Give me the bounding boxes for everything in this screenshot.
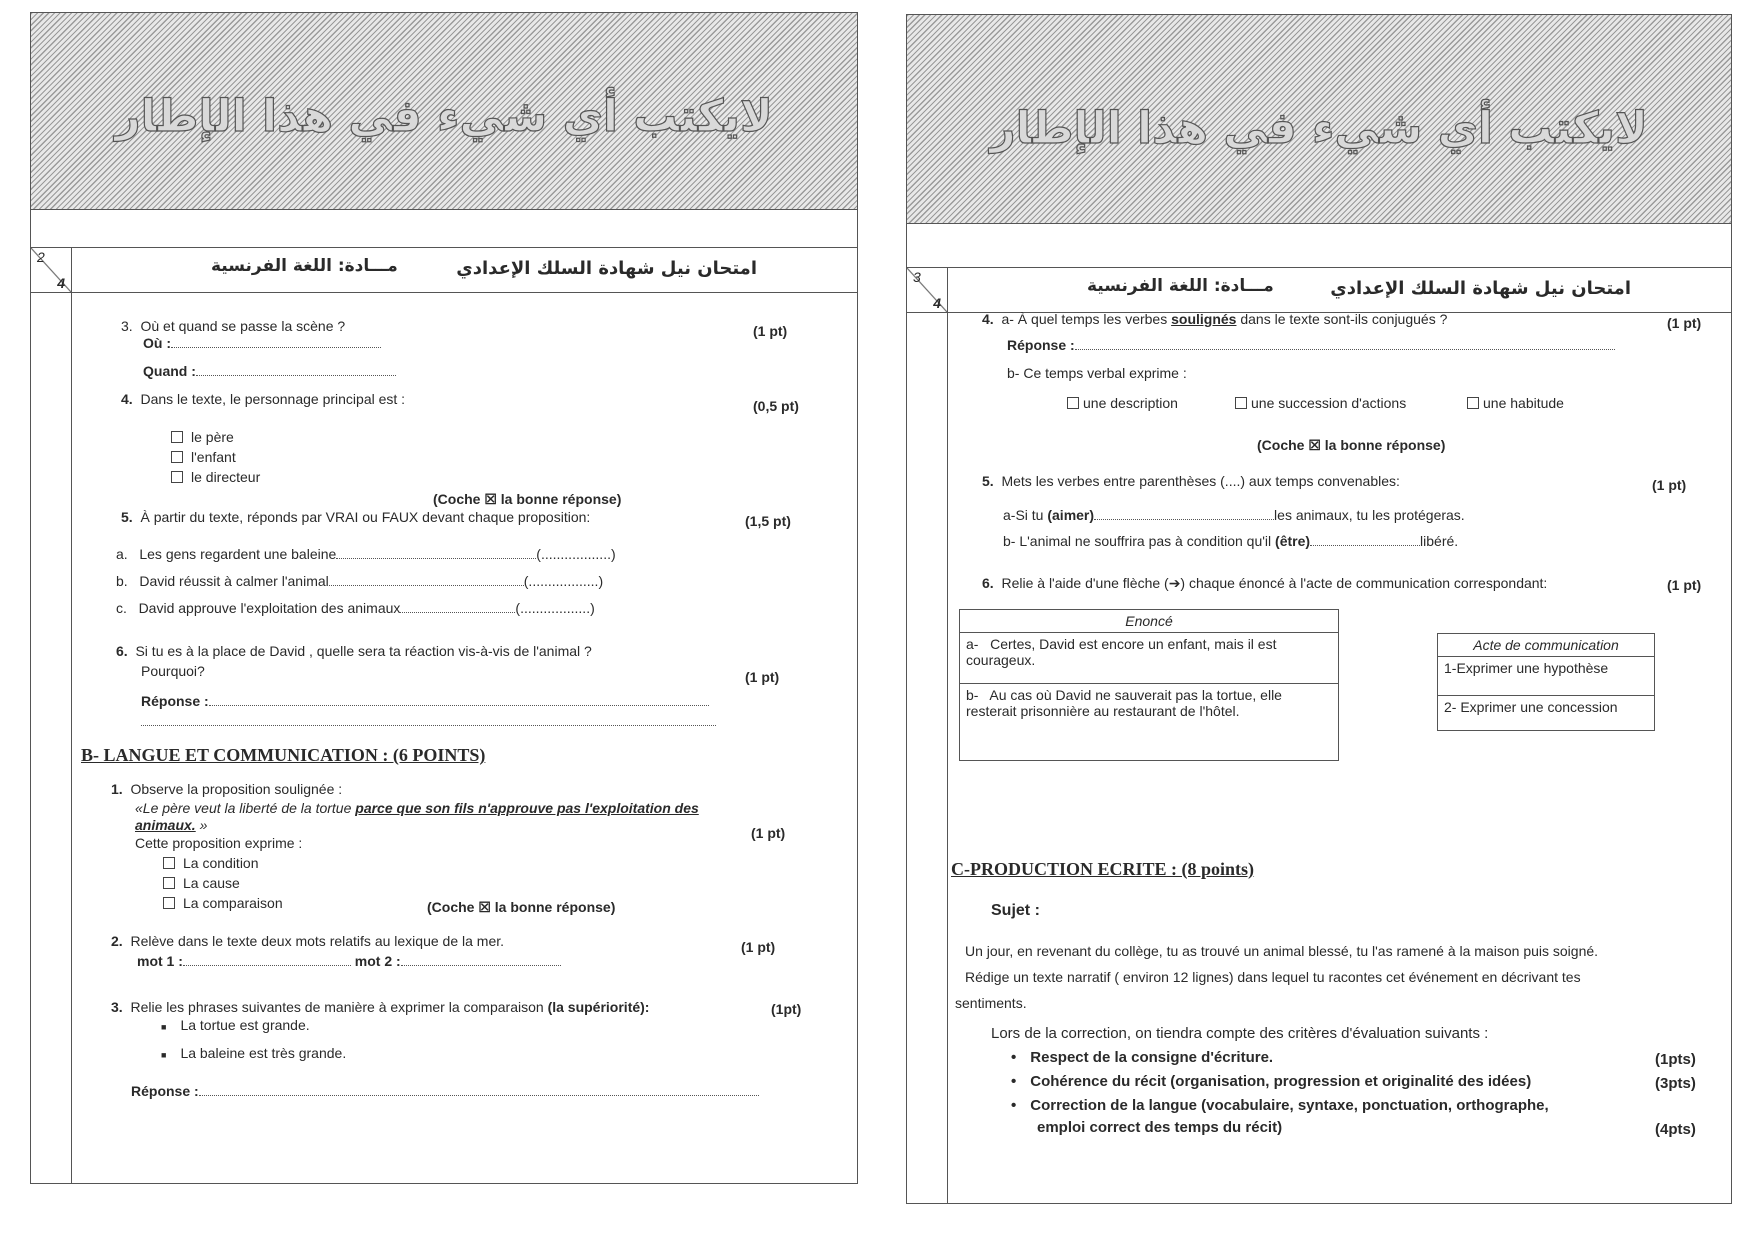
exam-page-2 — [30, 12, 858, 1184]
question-4: 4. Dans le texte, le personnage principal est : — [121, 391, 406, 407]
option-succession[interactable]: une succession d'actions — [1235, 395, 1406, 412]
critere-1-points: (1pts) — [1655, 1051, 1696, 1068]
question-6-points: (1 pt) — [745, 669, 780, 685]
option-l-enfant[interactable]: l'enfant — [171, 449, 236, 466]
subject-title: مـــادة: اللغة الفرنسية — [211, 256, 398, 276]
sujet-line-2: Rédige un texte narratif ( environ 12 lignes) dans lequel tu racontes cet événement en décrivant tes — [965, 969, 1581, 985]
enonce-header: Enoncé — [960, 610, 1339, 633]
option-habitude[interactable]: une habitude — [1467, 395, 1564, 412]
answer-line[interactable] — [141, 713, 716, 730]
question-3-ou: Où : — [143, 335, 381, 352]
question-5-a[interactable]: a-Si tu (aimer) les animaux, tu les protégeras. — [1003, 507, 1465, 523]
b-question-1-quote-end: animaux. » — [135, 817, 208, 833]
checkbox-icon — [171, 471, 183, 483]
enonce-a[interactable]: a- Certes, David est encore un enfant, mais il est courageux. — [960, 633, 1339, 684]
question-6-answer[interactable]: Réponse : — [141, 693, 709, 710]
b-question-1-points: (1 pt) — [751, 825, 786, 841]
sujet-line-1: Un jour, en revenant du collège, tu as trouvé un animal blessé, tu l'as ramené à la maison puis soigné. — [965, 943, 1599, 959]
checkbox-icon — [163, 897, 175, 909]
margin-line — [947, 311, 948, 1203]
exam-title: امتحان نيل شهادة السلك الإعدادي — [1330, 278, 1631, 299]
option-le-pere[interactable]: le père — [171, 429, 234, 446]
checkbox-icon — [1235, 397, 1247, 409]
question-5-points: (1 pt) — [1652, 477, 1687, 493]
question-4-points: (0,5 pt) — [753, 398, 799, 414]
question-5-b[interactable]: b- L'animal ne souffrira pas à condition qu'il (être) libéré. — [1003, 533, 1459, 549]
vf-item-c[interactable]: c. David approuve l'exploitation des animaux (..................) — [116, 600, 595, 616]
page-header — [907, 267, 1731, 313]
b-question-2: 2. Relève dans le texte deux mots relatifs au lexique de la mer. — [111, 933, 505, 949]
critere-3-points: (4pts) — [1655, 1121, 1696, 1138]
bullet-tortue: ■ La tortue est grande. — [161, 1017, 310, 1033]
enonce-b[interactable]: b- Au cas où David ne sauverait pas la tortue, elle resterait prisonnière au restaurant de l'hôtel. — [960, 684, 1339, 761]
page-total: 4 — [933, 295, 941, 311]
coche-instruction: (Coche ☒ la bonne réponse) — [1257, 437, 1446, 453]
bullet-baleine: ■ La baleine est très grande. — [161, 1045, 347, 1061]
acte-2[interactable]: 2- Exprimer une concession — [1438, 696, 1655, 731]
b-question-3-answer[interactable]: Réponse : — [131, 1083, 759, 1100]
page-total: 4 — [57, 275, 65, 291]
page-number-box — [907, 268, 948, 312]
do-not-write-banner: لايكتب أي شيء في هذا الإطار — [115, 91, 773, 142]
question-4-answer[interactable]: Réponse : — [1007, 337, 1615, 354]
checkbox-icon — [163, 877, 175, 889]
option-condition[interactable]: La condition — [163, 855, 259, 872]
option-comparaison[interactable]: La comparaison — [163, 895, 283, 912]
coche-instruction-b1: (Coche ☒ la bonne réponse) — [427, 899, 616, 915]
coche-instruction: (Coche ☒ la bonne réponse) — [433, 491, 622, 507]
vf-item-b[interactable]: b. David réussit à calmer l'animal (..................) — [116, 573, 604, 589]
option-le-directeur[interactable]: le directeur — [171, 469, 260, 486]
b-question-1-exprime: Cette proposition exprime : — [135, 835, 303, 851]
b-question-1: 1. Observe la proposition soulignée : — [111, 781, 343, 797]
page-header — [31, 247, 857, 293]
section-c-title: C-PRODUCTION ECRITE : (8 points) — [951, 859, 1255, 879]
question-5-points: (1,5 pt) — [745, 513, 791, 529]
exam-page-3 — [906, 14, 1732, 1204]
question-6: 6. Relie à l'aide d'une flèche (➔) chaque énoncé à l'acte de communication correspondant: — [982, 575, 1548, 591]
vf-item-a[interactable]: a. Les gens regardent une baleine (..................) — [116, 546, 616, 562]
exam-title: امتحان نيل شهادة السلك الإعدادي — [456, 258, 757, 279]
critere-3: • Correction de la langue (vocabulaire, syntaxe, ponctuation, orthographe, — [1011, 1097, 1549, 1114]
question-3: 3. Où et quand se passe la scène ? — [121, 318, 346, 334]
question-4: 4. a- À quel temps les verbes soulignés dans le texte sont-ils conjugués ? — [982, 311, 1448, 327]
question-5: 5. À partir du texte, réponds par VRAI ou FAUX devant chaque proposition: — [121, 509, 591, 525]
question-6: 6. Si tu es à la place de David , quelle sera ta réaction vis-à-vis de l'animal ? — [116, 643, 592, 659]
do-not-write-area — [31, 13, 857, 210]
enonce-table — [959, 609, 1339, 761]
question-6-points: (1 pt) — [1667, 577, 1702, 593]
page-number-box — [31, 248, 72, 292]
critere-3-cont: emploi correct des temps du récit) — [1037, 1119, 1283, 1136]
sujet-label: Sujet : — [991, 902, 1040, 919]
b-question-1-quote: «Le père veut la liberté de la tortue parce que son fils n'approuve pas l'exploitation des — [135, 800, 699, 816]
checkbox-icon — [1067, 397, 1079, 409]
question-6-why: Pourquoi? — [141, 663, 205, 679]
option-description[interactable]: une description — [1067, 395, 1178, 412]
question-3-quand: Quand : — [143, 363, 396, 380]
acte-header: Acte de communication — [1438, 634, 1655, 657]
do-not-write-area — [907, 15, 1731, 224]
acte-table — [1437, 633, 1655, 731]
b-question-2-points: (1 pt) — [741, 939, 776, 955]
question-3-points: (1 pt) — [753, 323, 788, 339]
checkbox-icon — [163, 857, 175, 869]
b-question-2-mots[interactable]: mot 1 : mot 2 : — [137, 953, 561, 970]
section-b-title: B- LANGUE ET COMMUNICATION : (6 POINTS) — [81, 745, 486, 765]
checkbox-icon — [1467, 397, 1479, 409]
acte-1[interactable]: 1-Exprimer une hypothèse — [1438, 657, 1655, 696]
critere-1: • Respect de la consigne d'écriture. — [1011, 1049, 1274, 1066]
checkbox-icon — [171, 451, 183, 463]
critere-2-points: (3pts) — [1655, 1075, 1696, 1092]
checkbox-icon — [171, 431, 183, 443]
critere-2: • Cohérence du récit (organisation, progression et originalité des idées) — [1011, 1073, 1532, 1090]
option-cause[interactable]: La cause — [163, 875, 240, 892]
b-question-3: 3. Relie les phrases suivantes de manière à exprimer la comparaison (la supériorité): — [111, 999, 650, 1015]
page-number: 3 — [913, 269, 921, 285]
criteres-intro: Lors de la correction, on tiendra compte des critères d'évaluation suivants : — [991, 1025, 1489, 1042]
question-4-points: (1 pt) — [1667, 315, 1702, 331]
sujet-line-3: sentiments. — [955, 995, 1027, 1011]
b-question-3-points: (1pt) — [771, 1001, 802, 1017]
subject-title: مـــادة: اللغة الفرنسية — [1087, 276, 1274, 296]
margin-line — [71, 291, 72, 1183]
page-number: 2 — [37, 249, 45, 265]
question-4-b: b- Ce temps verbal exprime : — [1007, 365, 1187, 381]
do-not-write-banner: لايكتب أي شيء في هذا الإطار — [990, 103, 1648, 154]
question-5: 5. Mets les verbes entre parenthèses (....) aux temps convenables: — [982, 473, 1400, 489]
